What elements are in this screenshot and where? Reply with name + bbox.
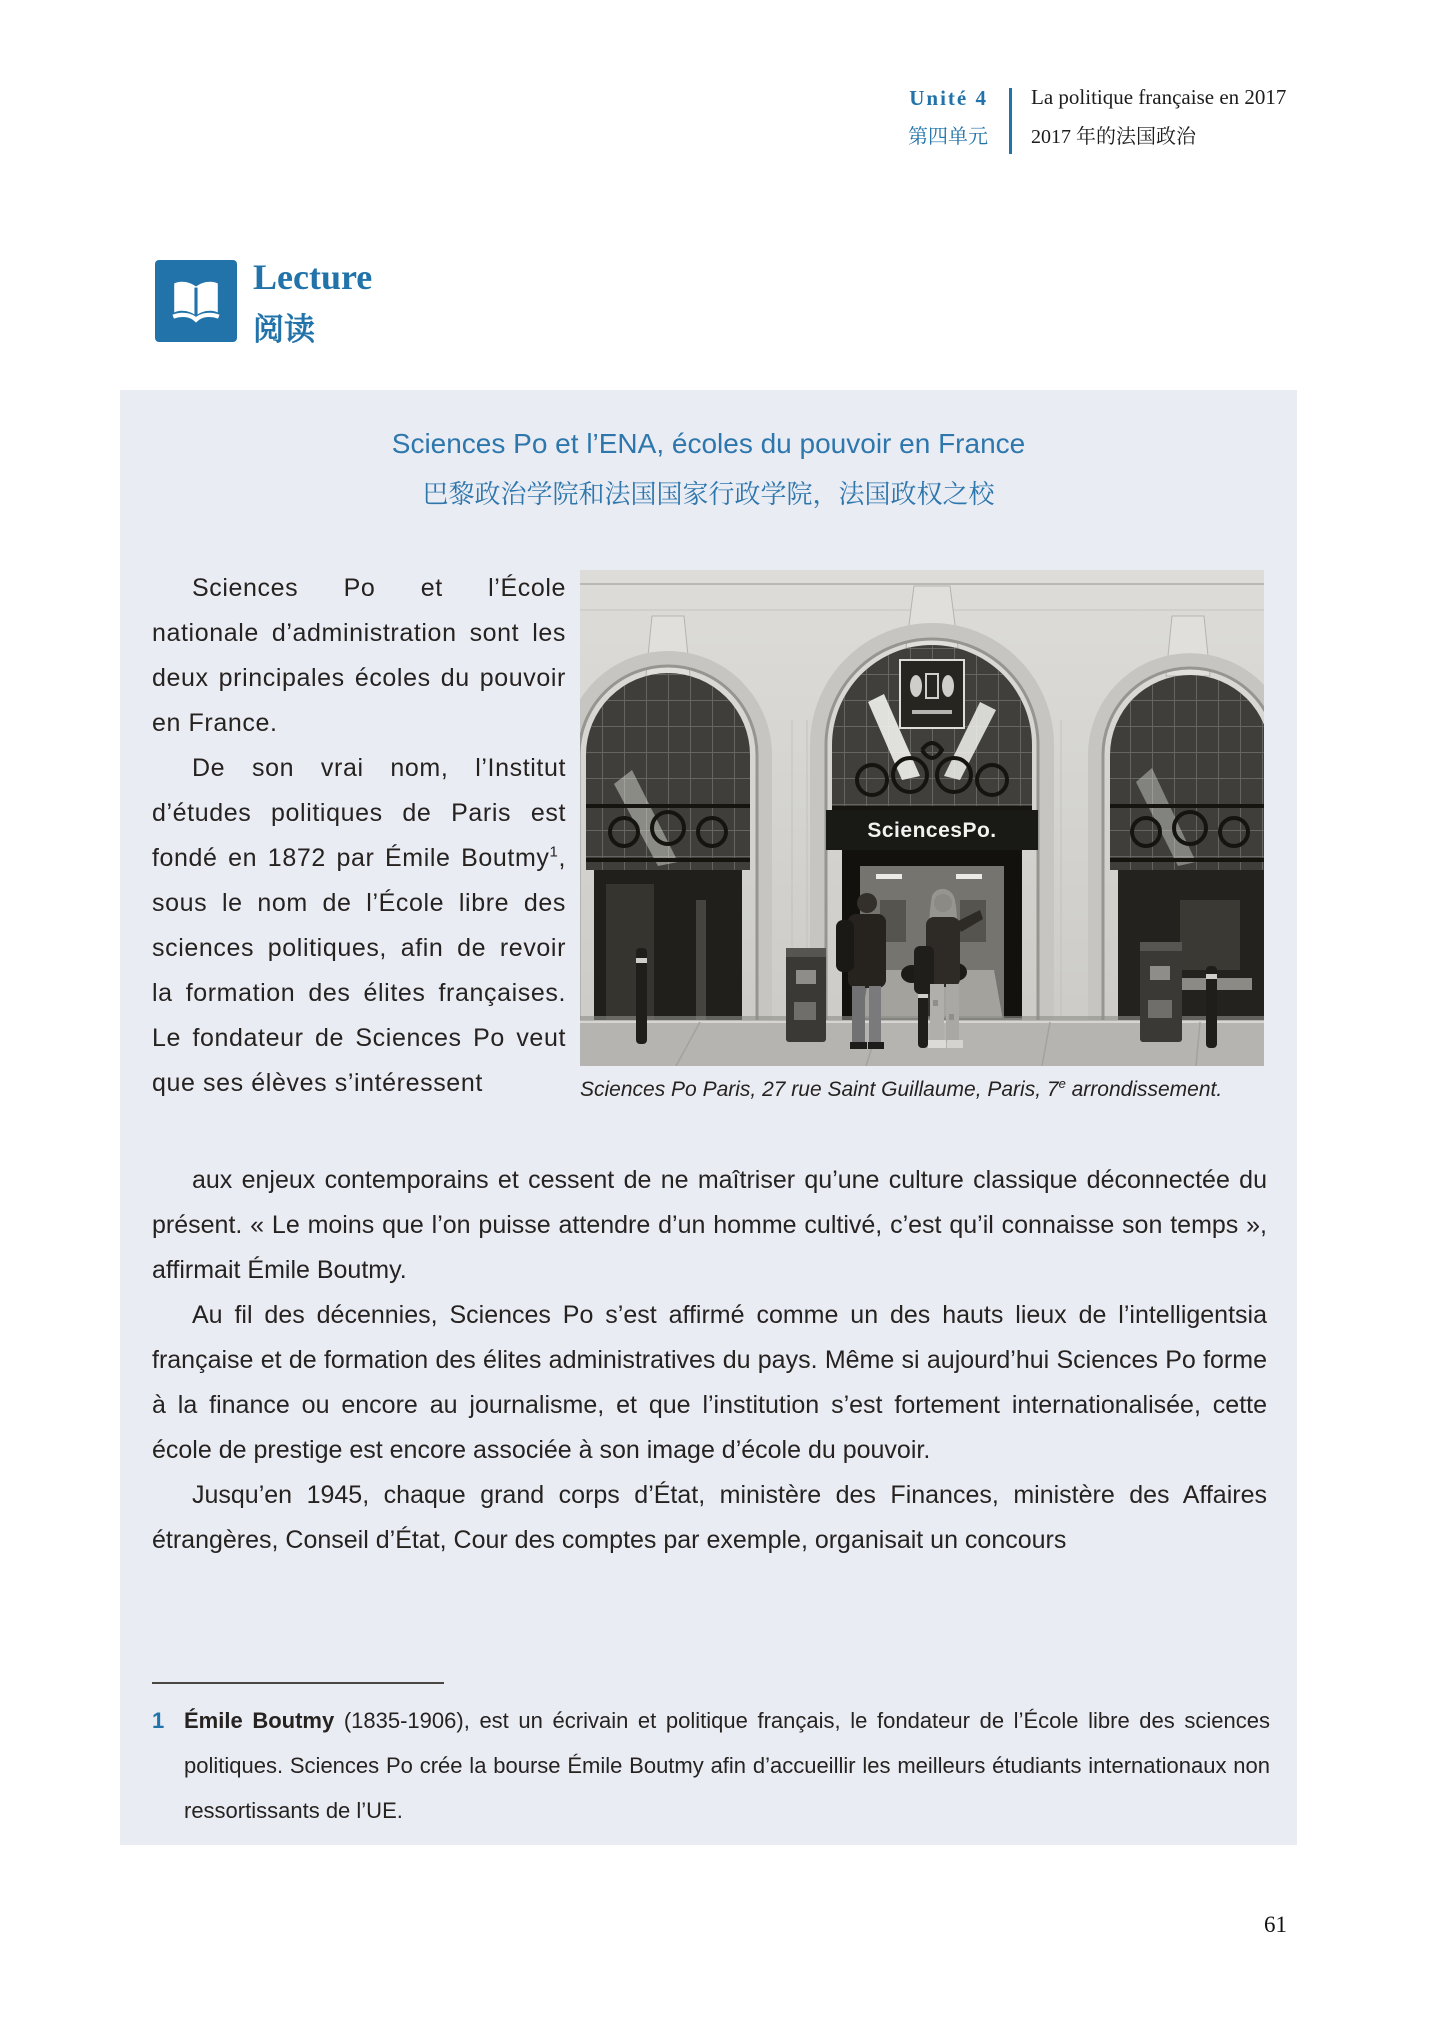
body-paragraph-3: Jusqu’en 1945, chaque grand corps d’État, ministère des Finances, ministère des Affaires étrangères, Conseil d’État, Cour des comptes par exemple, organisait un concours [152, 1481, 1267, 1554]
photo-emblem-plaque [900, 660, 964, 728]
footnote-divider [152, 1682, 444, 1684]
footnote [152, 1698, 1270, 1833]
photo-caption-text: Sciences Po Paris, 27 rue Saint Guillaume, Paris, 7 [580, 1078, 1059, 1101]
article-title-zh: 巴黎政治学院和法国国家行政学院，法国政权之校 [422, 479, 995, 509]
sciences-po-facade-photo [580, 570, 1264, 1066]
column-paragraph-2-rest: , sous le nom de l’École libre des sciences politiques, afin de revoir la formation des élites françaises. Le fondateur de Sciences Po veut que ses élèves s’intéressent [152, 844, 566, 1097]
lecture-section-badge [155, 260, 237, 342]
photo-sign-text: SciencesPo. [867, 819, 997, 842]
column-paragraph-2-text: De son vrai nom, l’Institut d’études politiques de Paris est fondé en 1872 par Émile Boutmy [152, 754, 566, 872]
section-label-zh: 阅读 [253, 312, 315, 347]
photo-caption-superscript: e [1058, 1076, 1066, 1091]
footnote-text [184, 1698, 1270, 1833]
article-left-column [152, 566, 566, 1106]
photo-left-arch [580, 659, 764, 1042]
unit-label-fr: Unité 4 [909, 86, 988, 110]
section-label-fr: Lecture [253, 257, 373, 297]
footnote-number: 1 [152, 1708, 165, 1733]
body-paragraph-2: Au fil des décennies, Sciences Po s’est affirmé comme un des hauts lieux de l’intelligentsia française et de formation des élites administratives du pays. Même si aujourd’hui Sciences Po forme à la finance ou encore au journalisme, et que l’institution s’est fortement internationalisée, cette école de prestige est encore associée à son image d’école du pouvoir. [152, 1301, 1267, 1464]
open-book-icon [168, 271, 224, 332]
photo-caption [580, 1076, 1264, 1102]
footnote-body: (1835-1906), est un écrivain et politique français, le fondateur de l’École libre des sciences politiques. Sciences Po crée la bourse Émile Boutmy afin d’accueillir les meilleurs étudiants internationaux non ressortissants de l’UE. [184, 1708, 1270, 1823]
article-title-fr: Sciences Po et l’ENA, écoles du pouvoir en France [391, 428, 1026, 459]
footnote-term: Émile Boutmy [184, 1708, 335, 1733]
article-body [152, 1158, 1267, 1563]
chapter-title-fr: La politique française en 2017 [1031, 85, 1287, 109]
column-paragraph-2 [152, 746, 566, 1106]
header-divider [1009, 88, 1012, 154]
body-paragraph-1: aux enjeux contemporains et cessent de ne maîtriser qu’une culture classique déconnectée du présent. « Le moins que l’on puisse attendre d’un homme cultivé, c’est qu’il connaisse son temps », affirmait Émile Boutmy. [152, 1166, 1267, 1284]
chapter-title-zh: 2017 年的法国政治 [1031, 126, 1196, 148]
photo-caption-end: arrondissement. [1065, 1078, 1223, 1101]
footnote-reference: 1 [549, 843, 559, 861]
page-number: 61 [1264, 1912, 1287, 1937]
column-paragraph-1: Sciences Po et l’École nationale d’administration sont les deux principales écoles du pouvoir en France. [152, 574, 566, 737]
reading-box [120, 390, 1297, 1845]
unit-label-zh: 第四单元 [908, 126, 988, 148]
